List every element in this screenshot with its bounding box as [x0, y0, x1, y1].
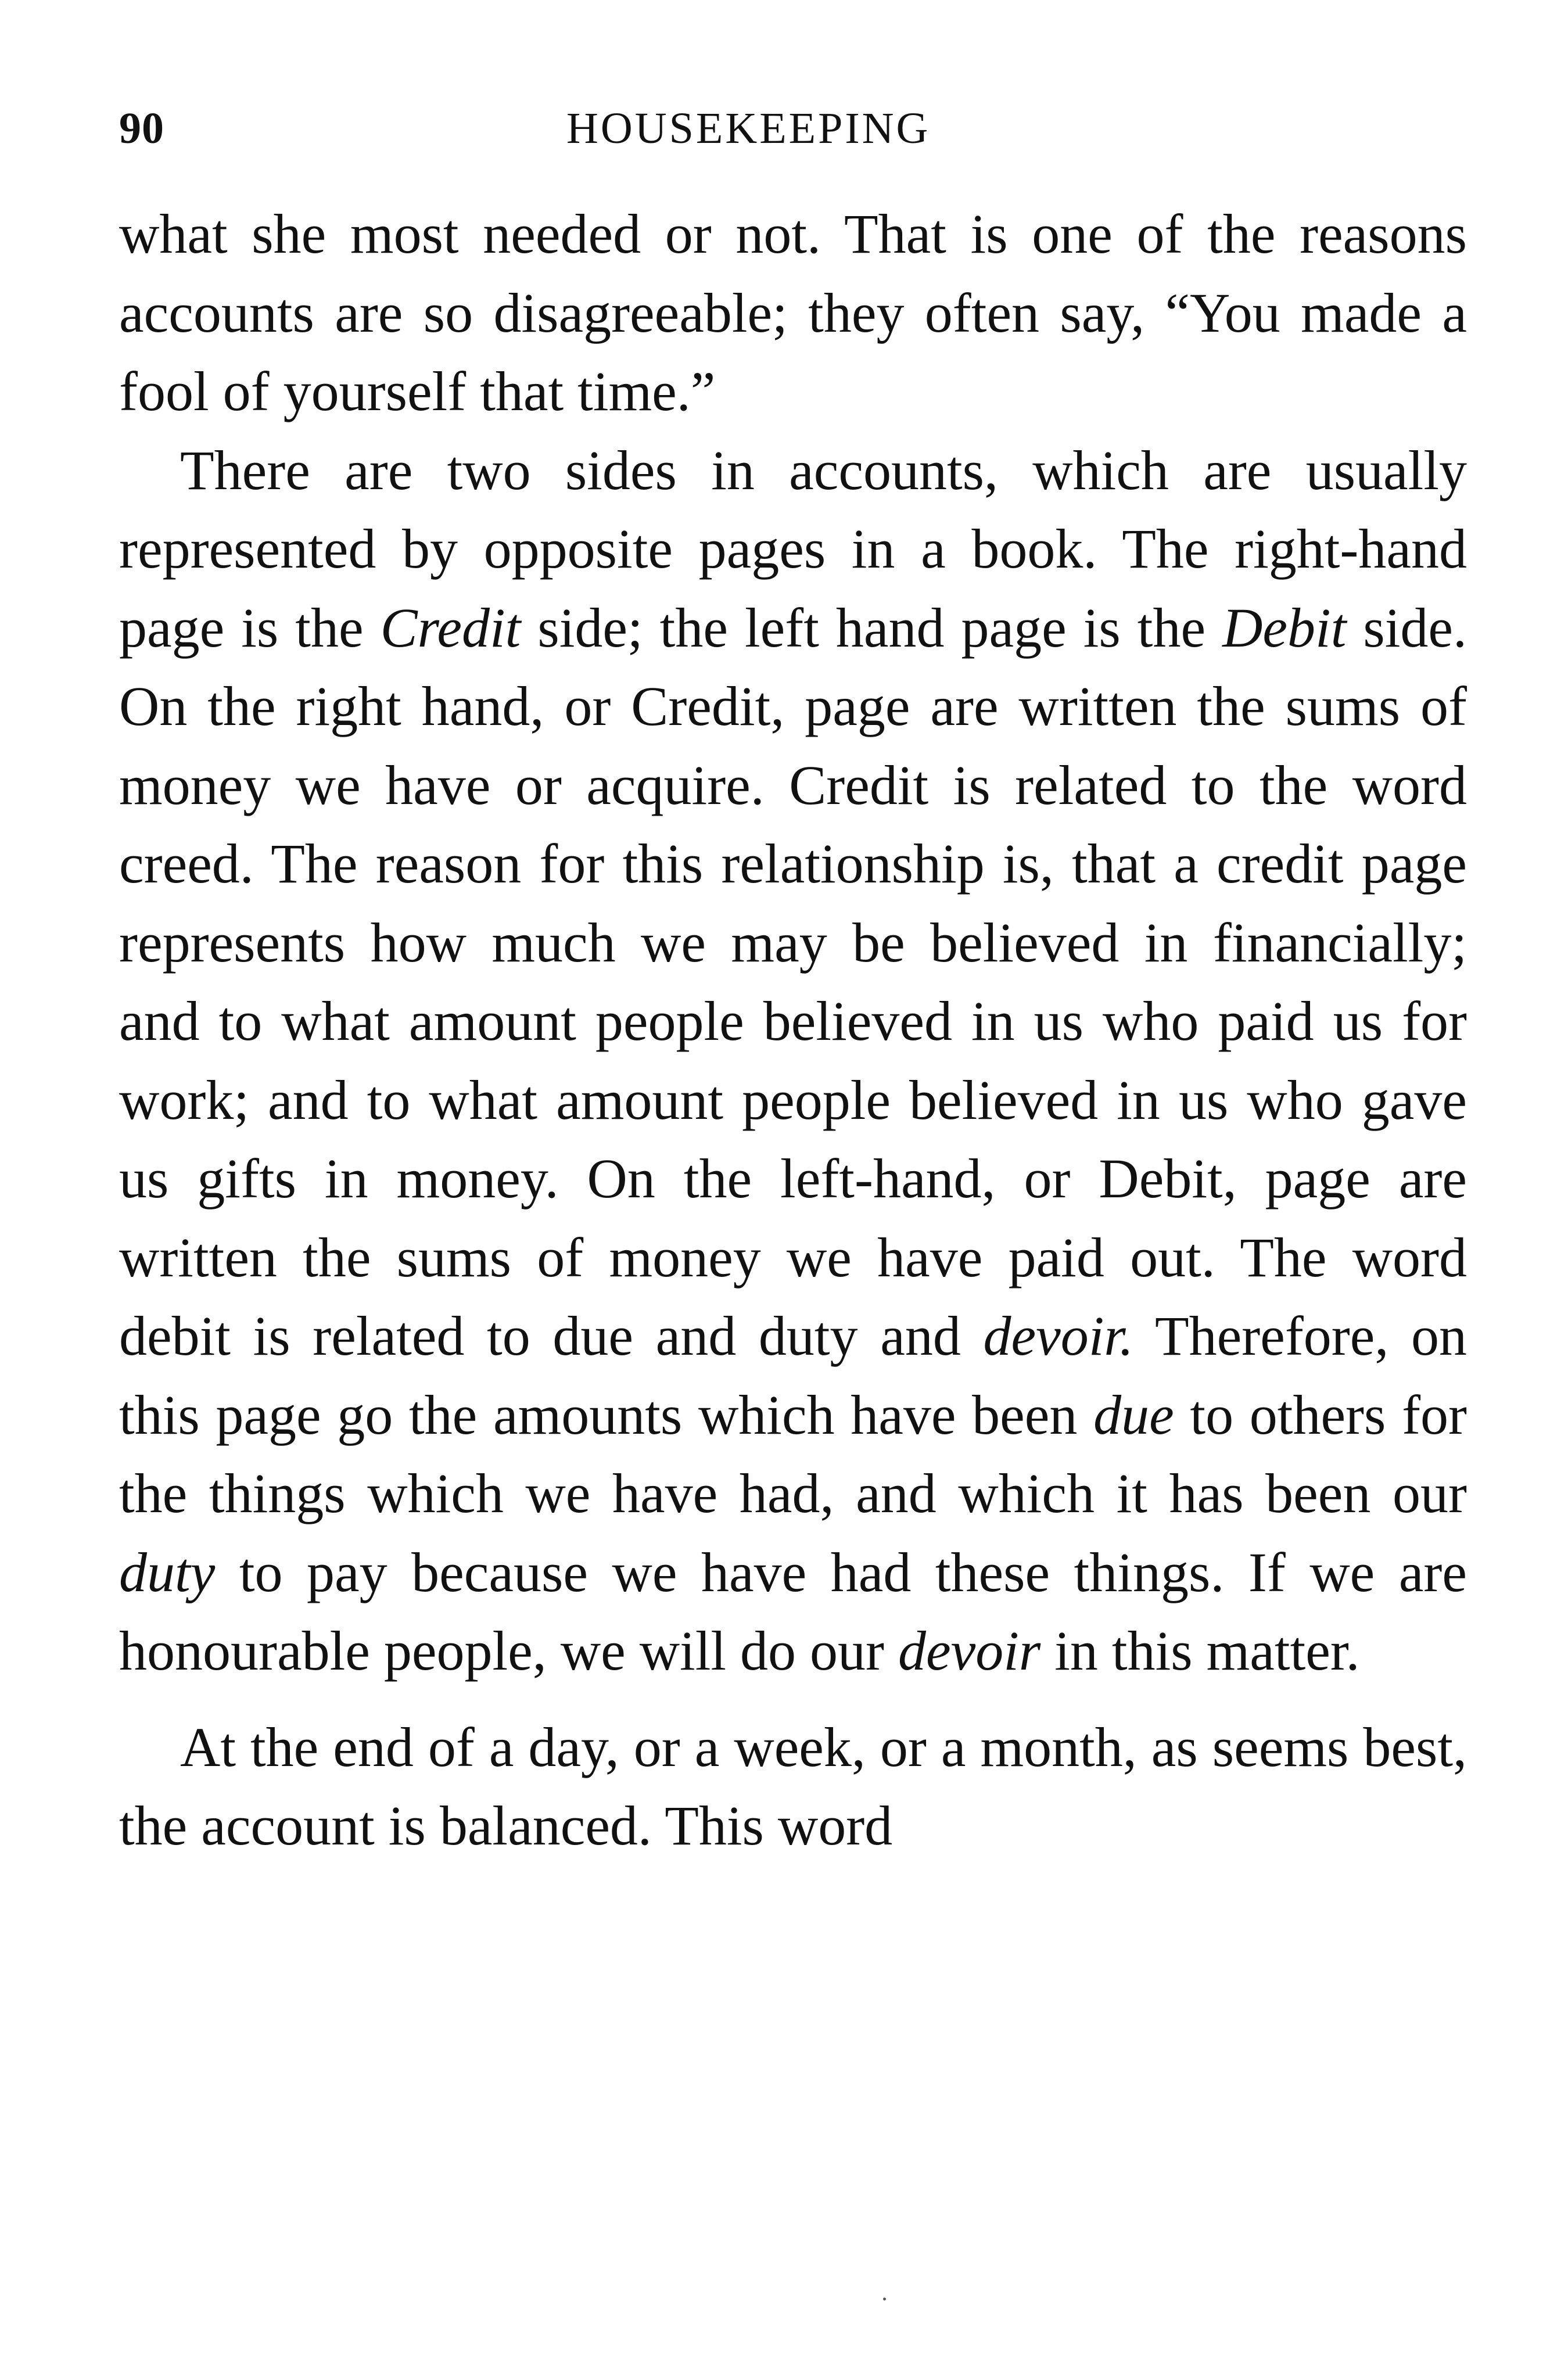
text-segment: There are two sides in accounts, which are usually represented by opposite pages in a book. The right-hand page is the: [119, 439, 1467, 659]
text-segment: Therefore, on this page go the amounts which have been: [119, 1305, 1467, 1446]
text-segment: what she most needed or not. That is one of the reasons accounts are so disagreeable; they often say, “You made a fool of yourself that time.”: [119, 203, 1467, 422]
running-head: [119, 103, 1467, 167]
running-title: HOUSEKEEPING: [566, 104, 931, 153]
print-speck: [883, 2298, 886, 2300]
paragraph-continuation: [119, 195, 1467, 431]
text-segment: to others for the things which we have had, and which it has been our: [119, 1383, 1467, 1524]
italic-term-credit: Credit: [380, 596, 521, 659]
text-segment: side; the left hand page is the: [521, 596, 1223, 659]
paragraph-balancing: [119, 1708, 1467, 1865]
text-segment: in this matter.: [1040, 1620, 1360, 1682]
text-segment: side. On the right hand, or Credit, page are written the sums of money we have or acquire. Credit is related to the word creed. The reason for this relationship is, that a credit page represents how much we may be believed in financially; and to what amount people believed in us who paid us for work; and to what amount people believed in us who gave us gifts in money. On the left-hand, or Debit, page are written the sums of money we have paid out. The word debit is related to due and duty and: [119, 596, 1467, 1367]
italic-term-devoir-2: devoir: [898, 1620, 1041, 1682]
paragraph-accounts-sides: [119, 431, 1467, 1691]
body-text: [119, 195, 1467, 1865]
text-segment: to pay because we have had these things. If we are honourable people, we will do our: [119, 1541, 1467, 1682]
italic-term-devoir: devoir.: [983, 1305, 1134, 1367]
italic-term-due: due: [1093, 1383, 1174, 1446]
italic-term-debit: Debit: [1222, 596, 1347, 659]
page-number: 90: [119, 104, 164, 153]
text-segment: At the end of a day, or a week, or a month, as seems best, the account is balanced. This word: [119, 1715, 1467, 1857]
italic-term-duty: duty: [119, 1541, 216, 1603]
